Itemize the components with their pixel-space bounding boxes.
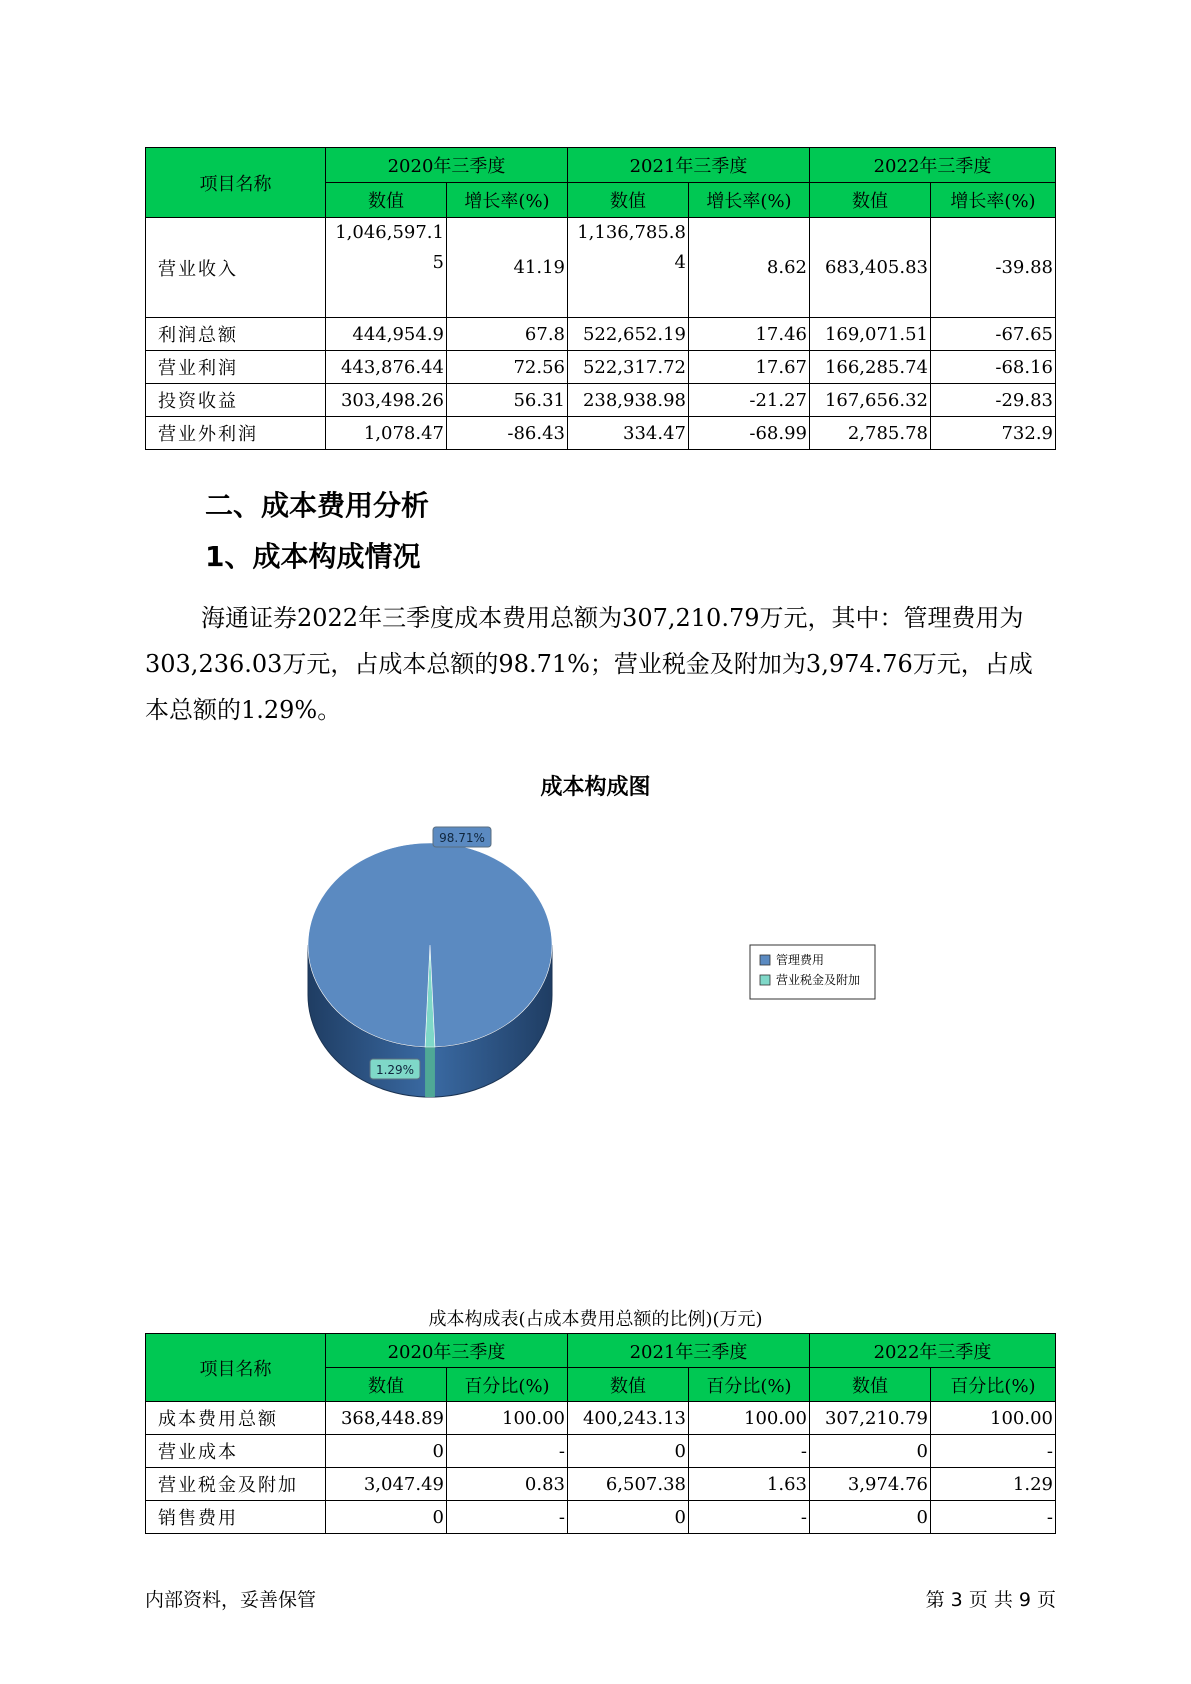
cell-value: -39.88 (931, 218, 1056, 318)
cell-value: 522,317.72 (568, 351, 689, 384)
cell-value: 0 (810, 1501, 931, 1534)
header-growth: 增长率(%) (447, 183, 568, 218)
cell-value: -68.16 (931, 351, 1056, 384)
row-label: 营业收入 (146, 218, 326, 318)
chart-title: 成本构成图 (540, 775, 651, 800)
cell-value: 307,210.79 (810, 1402, 931, 1435)
cell-value: -29.83 (931, 384, 1056, 417)
row-label: 营业外利润 (146, 417, 326, 450)
cell-value: 8.62 (689, 218, 810, 318)
cell-value: 334.47 (568, 417, 689, 450)
header-value: 数值 (810, 183, 931, 218)
cell-value: -21.27 (689, 384, 810, 417)
header-period: 2020年三季度 (326, 148, 568, 183)
cell-value: 1.63 (689, 1468, 810, 1501)
row-label: 成本费用总额 (146, 1402, 326, 1435)
cell-value: 6,507.38 (568, 1468, 689, 1501)
analysis-paragraph: 海通证券2022年三季度成本费用总额为307,210.79万元，其中：管理费用为303,236.03万元，占成本总额的98.71%；营业税金及附加为3,974.76万元，占成本总额的1.29%。 (145, 604, 1033, 724)
header-percent: 百分比(%) (447, 1368, 568, 1402)
legend-swatch (760, 955, 770, 965)
section-subheading: 1、成本构成情况 (205, 540, 421, 573)
cell-value: 238,938.98 (568, 384, 689, 417)
cell-value: 400,243.13 (568, 1402, 689, 1435)
row-label: 销售费用 (146, 1501, 326, 1534)
legend-label: 管理费用 (776, 953, 825, 967)
header-value: 数值 (568, 1368, 689, 1402)
header-percent: 百分比(%) (931, 1368, 1056, 1402)
cell-value: 67.8 (447, 318, 568, 351)
cell-value: 0.83 (447, 1468, 568, 1501)
cell-value: 683,405.83 (810, 218, 931, 318)
legend-swatch (760, 975, 770, 985)
cell-value: 0 (326, 1501, 447, 1534)
cell-value: - (931, 1501, 1056, 1534)
table-row (146, 1435, 1056, 1468)
cell-value: 1,046,597.15 (326, 218, 447, 318)
row-label: 营业成本 (146, 1435, 326, 1468)
cell-value: -86.43 (447, 417, 568, 450)
header-item-name: 项目名称 (146, 1334, 326, 1402)
cell-value: 17.67 (689, 351, 810, 384)
cell-value: -68.99 (689, 417, 810, 450)
table-caption: 成本构成表(占成本费用总额的比例)(万元) (428, 1309, 763, 1330)
footer-confidential: 内部资料，妥善保管 (145, 1589, 317, 1611)
row-label: 营业利润 (146, 351, 326, 384)
header-item-name: 项目名称 (146, 148, 326, 218)
cell-value: 443,876.44 (326, 351, 447, 384)
cell-value: 17.46 (689, 318, 810, 351)
table-row (146, 1468, 1056, 1501)
cell-value: - (931, 1435, 1056, 1468)
header-period: 2020年三季度 (326, 1334, 568, 1368)
cell-value: 522,652.19 (568, 318, 689, 351)
pie-slice-side (425, 1047, 435, 1097)
header-value: 数值 (326, 183, 447, 218)
cell-value: -67.65 (931, 318, 1056, 351)
legend-label: 营业税金及附加 (776, 973, 861, 987)
cell-value: 56.31 (447, 384, 568, 417)
legend (750, 945, 875, 999)
header-period: 2021年三季度 (568, 148, 810, 183)
header-period: 2021年三季度 (568, 1334, 810, 1368)
header-period: 2022年三季度 (810, 1334, 1056, 1368)
cell-value: 169,071.51 (810, 318, 931, 351)
cell-value: 100.00 (689, 1402, 810, 1435)
cell-value: 100.00 (931, 1402, 1056, 1435)
cell-value: 167,656.32 (810, 384, 931, 417)
cell-value: 303,498.26 (326, 384, 447, 417)
cell-value: 1,078.47 (326, 417, 447, 450)
cell-value: - (689, 1501, 810, 1534)
cell-value: 0 (568, 1501, 689, 1534)
cell-value: 3,974.76 (810, 1468, 931, 1501)
cell-value: 166,285.74 (810, 351, 931, 384)
cell-value: 1,136,785.84 (568, 218, 689, 318)
cell-value: 3,047.49 (326, 1468, 447, 1501)
cell-value: 444,954.9 (326, 318, 447, 351)
pie-layer (308, 827, 552, 1097)
cell-value: 41.19 (447, 218, 568, 318)
section-heading: 二、成本费用分析 (205, 489, 430, 522)
cell-value: - (447, 1501, 568, 1534)
header-percent: 百分比(%) (689, 1368, 810, 1402)
cell-value: 72.56 (447, 351, 568, 384)
cell-value: 1.29 (931, 1468, 1056, 1501)
cell-value: 0 (810, 1435, 931, 1468)
cell-value: - (689, 1435, 810, 1468)
header-value: 数值 (810, 1368, 931, 1402)
cell-value: 0 (568, 1435, 689, 1468)
cost-composition-table (145, 1333, 1056, 1534)
row-label: 营业税金及附加 (146, 1468, 326, 1501)
cell-value: 2,785.78 (810, 417, 931, 450)
footer-page-number: 第 3 页 共 9 页 (925, 1589, 1056, 1611)
header-value: 数值 (568, 183, 689, 218)
cell-value: 368,448.89 (326, 1402, 447, 1435)
table-row (146, 1501, 1056, 1534)
header-growth: 增长率(%) (931, 183, 1056, 218)
header-growth: 增长率(%) (689, 183, 810, 218)
data-label: 1.29% (375, 1063, 415, 1077)
row-label: 投资收益 (146, 384, 326, 417)
cell-value: 0 (326, 1435, 447, 1468)
cell-value: 732.9 (931, 417, 1056, 450)
cell-value: 100.00 (447, 1402, 568, 1435)
header-period: 2022年三季度 (810, 148, 1056, 183)
cell-value: - (447, 1435, 568, 1468)
header-value: 数值 (326, 1368, 447, 1402)
data-label: 98.71% (439, 831, 485, 845)
table-row (146, 1402, 1056, 1435)
row-label: 利润总额 (146, 318, 326, 351)
